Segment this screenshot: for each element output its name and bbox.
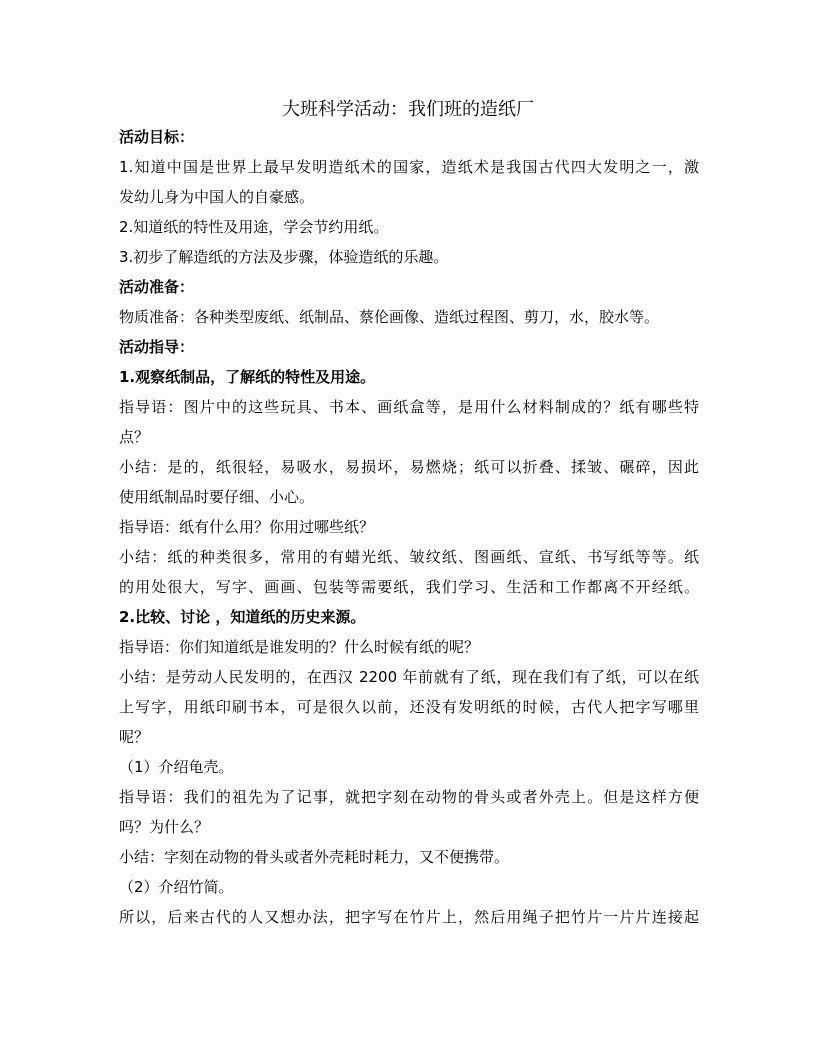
section-heading: 活动目标： — [119, 128, 195, 146]
text-line: 所以，后来古代的人又想办法，把字写在竹片上，然后用绳子把竹片一片片连接起 — [119, 908, 699, 926]
text-line: 上写字，用纸印刷书本，可是很久以前，还没有发明纸的时候，古代人把字写哪里 — [119, 698, 699, 716]
text-line: （2）介绍竹简。 — [119, 878, 234, 896]
text-line: 点？ — [119, 428, 150, 446]
text-line: 呢？ — [119, 728, 150, 746]
text-line: 小结：纸的种类很多，常用的有蜡光纸、皱纹纸、图画纸、宣纸、书写纸等等。纸 — [119, 548, 699, 566]
text-line: 小结：字刻在动物的骨头或者外壳耗时耗力，又不便携带。 — [119, 848, 510, 866]
text-line: 3.初步了解造纸的方法及步骤，体验造纸的乐趣。 — [119, 248, 449, 266]
text-line: 物质准备：各种类型废纸、纸制品、蔡伦画像、造纸过程图、剪刀，水，胶水等。 — [119, 308, 660, 326]
text-line: 小结：是的，纸很轻，易吸水，易损坏，易燃烧；纸可以折叠、揉皱、碾碎，因此 — [119, 458, 699, 476]
text-line: （1）介绍龟壳。 — [119, 758, 234, 776]
document-body — [119, 122, 699, 932]
text-line: 指导语：你们知道纸是谁发明的？什么时候有纸的呢？ — [119, 638, 480, 656]
text-line: 小结：是劳动人民发明的，在西汉 2200 年前就有了纸，现在我们有了纸，可以在纸 — [119, 668, 699, 686]
text-line: 吗？为什么？ — [119, 818, 210, 836]
text-line: 发幼儿身为中国人的自豪感。 — [119, 188, 315, 206]
document-title: 大班科学活动：我们班的造纸厂 — [282, 99, 534, 120]
section-heading: 2.比较、讨论 ，知道纸的历史来源。 — [119, 608, 366, 626]
section-heading: 活动指导： — [119, 338, 195, 356]
text-line: 指导语：我们的祖先为了记事，就把字刻在动物的骨头或者外壳上。但是这样方便 — [119, 788, 699, 806]
text-line: 指导语：纸有什么用？你用过哪些纸？ — [119, 518, 375, 536]
text-line: 1.知道中国是世界上最早发明造纸术的国家，造纸术是我国古代四大发明之一，激 — [119, 158, 699, 176]
text-line: 指导语：图片中的这些玩具、书本、画纸盒等，是用什么材料制成的？纸有哪些特 — [119, 398, 699, 416]
text-line: 的用处很大，写字、画画、包装等需要纸，我们学习、生活和工作都离不开经纸。 — [119, 578, 699, 596]
section-heading: 活动准备： — [119, 278, 195, 296]
text-line: 使用纸制品时要仔细、小心。 — [119, 488, 315, 506]
section-heading: 1.观察纸制品，了解纸的特性及用途。 — [119, 368, 376, 386]
text-line: 2.知道纸的特性及用途，学会节约用纸。 — [119, 218, 389, 236]
